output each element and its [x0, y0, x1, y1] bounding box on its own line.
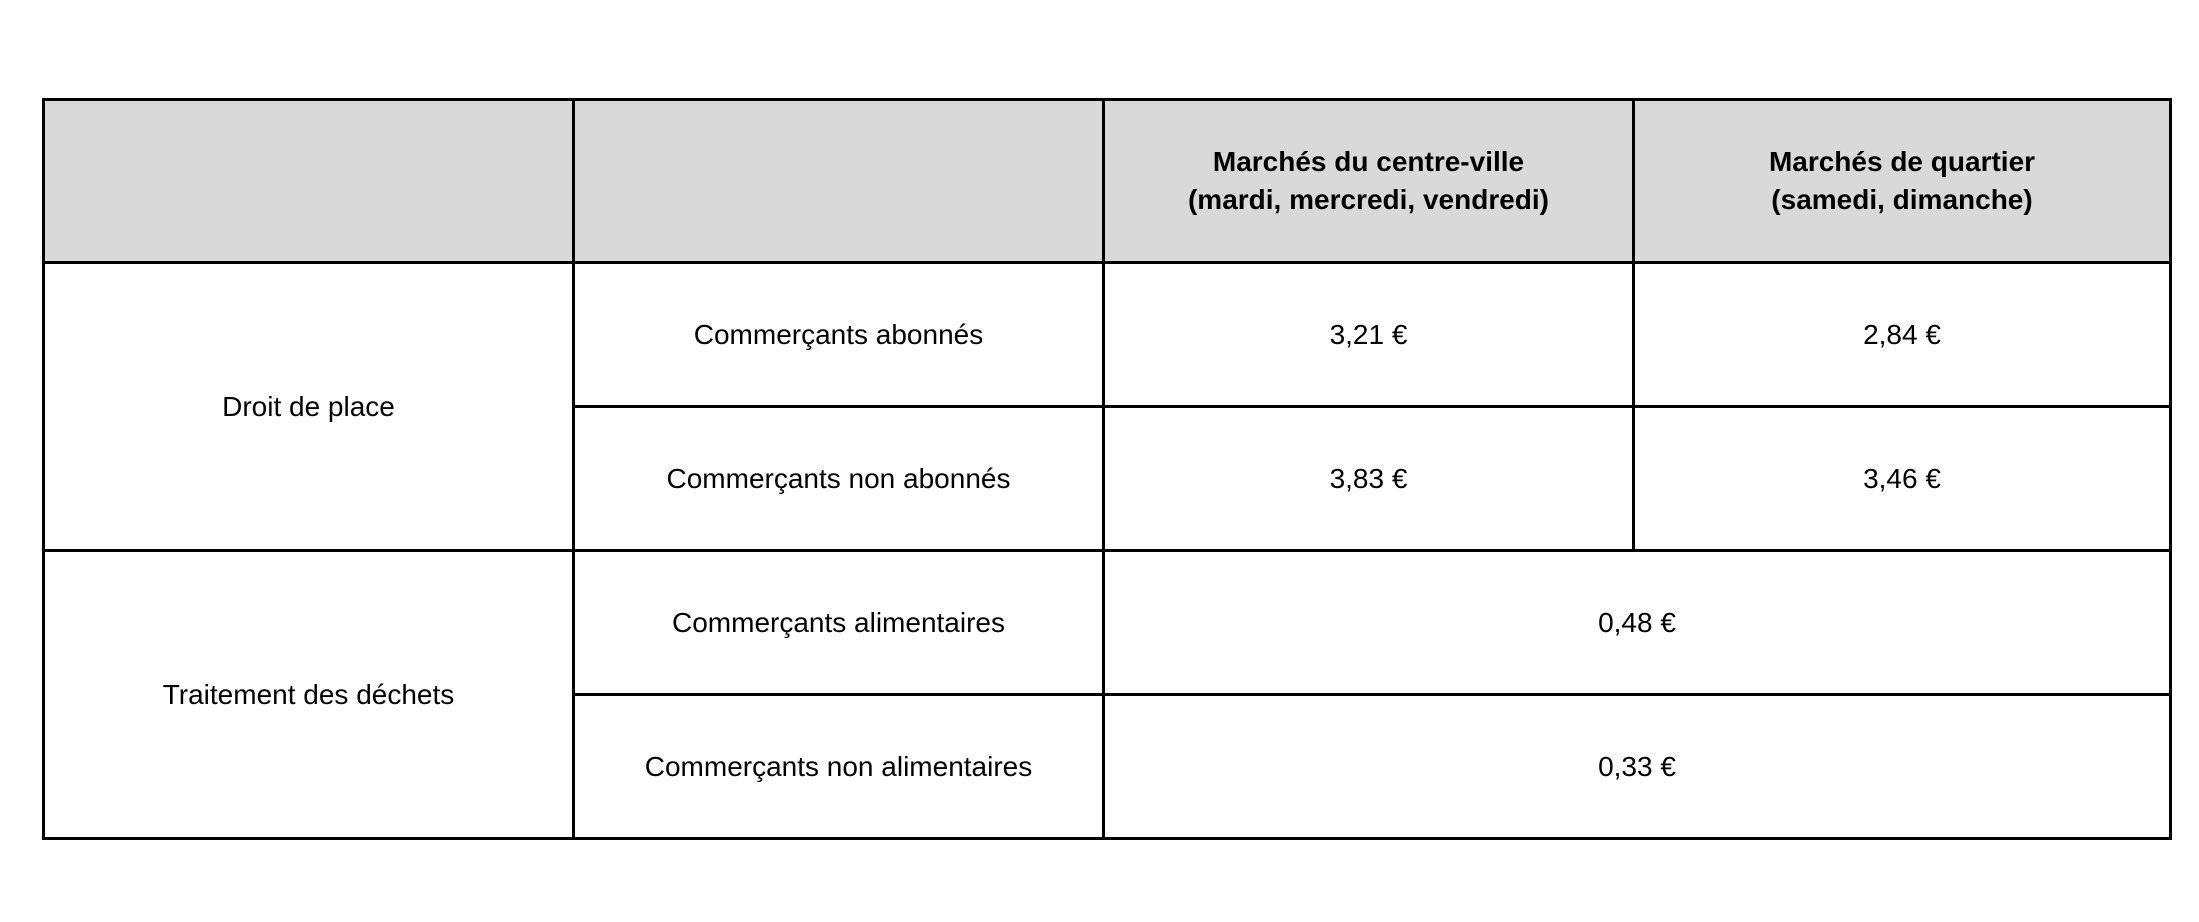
header-centre-ville-title: Marchés du centre-ville	[1212, 146, 1525, 178]
table-row	[44, 263, 2171, 407]
table-row	[44, 551, 2171, 695]
traitement-dechets-label: Traitement des déchets	[44, 551, 574, 839]
header-empty-cell-1	[44, 100, 574, 263]
price-centre-ville-cell: 3,21 €	[1104, 263, 1634, 407]
merchant-type-cell: Commerçants non abonnés	[574, 407, 1104, 551]
header-quartier-days: (samedi, dimanche)	[1771, 184, 2033, 215]
waste-price-cell: 0,33 €	[1104, 695, 2171, 839]
droit-de-place-label: Droit de place	[44, 263, 574, 551]
header-quartier-title: Marchés de quartier	[1768, 146, 2036, 178]
merchant-type-cell: Commerçants non alimentaires	[574, 695, 1104, 839]
tariff-table	[42, 98, 2172, 840]
price-quartier-cell: 2,84 €	[1634, 263, 2171, 407]
table-body	[44, 263, 2171, 839]
table-header	[44, 100, 2171, 263]
price-quartier-cell: 3,46 €	[1634, 407, 2171, 551]
merchant-type-cell: Commerçants abonnés	[574, 263, 1104, 407]
header-centre-ville-days: (mardi, mercredi, vendredi)	[1187, 184, 1549, 215]
header-row	[44, 100, 2171, 263]
price-centre-ville-cell: 3,83 €	[1104, 407, 1634, 551]
header-empty-cell-2	[574, 100, 1104, 263]
merchant-type-cell: Commerçants alimentaires	[574, 551, 1104, 695]
header-quartier	[1634, 100, 2171, 263]
waste-price-cell: 0,48 €	[1104, 551, 2171, 695]
header-centre-ville	[1104, 100, 1634, 263]
